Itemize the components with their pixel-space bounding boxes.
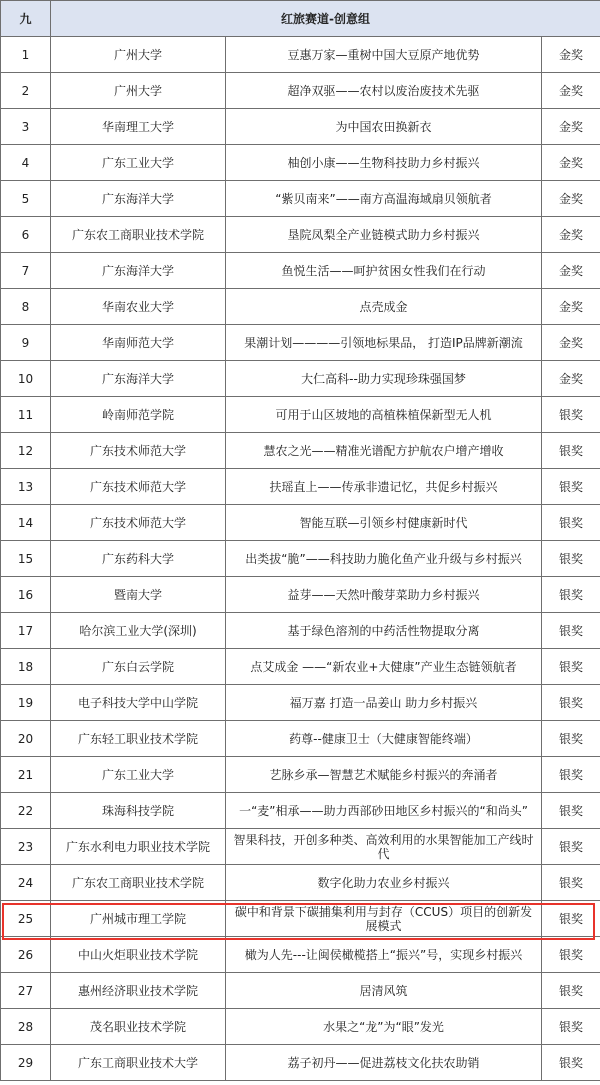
header-corner: 九: [1, 1, 51, 37]
table-header-row: [1, 1, 600, 37]
row-number: 16: [1, 577, 51, 613]
row-number: 24: [1, 865, 51, 901]
project-name: 水果之“龙”为“眼”发光: [226, 1009, 542, 1045]
row-number: 26: [1, 937, 51, 973]
school-name: 华南理工大学: [51, 109, 226, 145]
award-level: 金奖: [542, 325, 600, 361]
table-row: [1, 721, 600, 757]
table-row: [1, 829, 600, 865]
school-name: 广东工商职业技术大学: [51, 1045, 226, 1081]
table-row: [1, 865, 600, 901]
row-number: 28: [1, 1009, 51, 1045]
row-number: 21: [1, 757, 51, 793]
award-level: 银奖: [542, 757, 600, 793]
project-name: 可用于山区坡地的高植株植保新型无人机: [226, 397, 542, 433]
project-name: 药尊--健康卫士（大健康智能终端）: [226, 721, 542, 757]
project-name: 艺脉乡承—智慧艺术赋能乡村振兴的奔涌者: [226, 757, 542, 793]
award-level: 金奖: [542, 181, 600, 217]
school-name: 广东海洋大学: [51, 181, 226, 217]
school-name: 广州大学: [51, 73, 226, 109]
row-number: 25: [1, 901, 51, 937]
table-row: [1, 217, 600, 253]
table-row: [1, 1009, 600, 1045]
project-name: 鱼悦生活——呵护贫困女性我们在行动: [226, 253, 542, 289]
row-number: 14: [1, 505, 51, 541]
project-name: 果潮计划————引领地标果品， 打造IP品牌新潮流: [226, 325, 542, 361]
school-name: 茂名职业技术学院: [51, 1009, 226, 1045]
table-row: [1, 505, 600, 541]
school-name: 广东轻工职业技术学院: [51, 721, 226, 757]
school-name: 华南农业大学: [51, 289, 226, 325]
table-row: [1, 73, 600, 109]
school-name: 广东水利电力职业技术学院: [51, 829, 226, 865]
row-number: 8: [1, 289, 51, 325]
school-name: 电子科技大学中山学院: [51, 685, 226, 721]
table-row: [1, 1045, 600, 1081]
row-number: 12: [1, 433, 51, 469]
award-level: 银奖: [542, 433, 600, 469]
school-name: 广东技术师范大学: [51, 433, 226, 469]
award-level: 银奖: [542, 541, 600, 577]
project-name: 柚创小康——生物科技助力乡村振兴: [226, 145, 542, 181]
award-level: 银奖: [542, 685, 600, 721]
school-name: 暨南大学: [51, 577, 226, 613]
award-level: 银奖: [542, 469, 600, 505]
project-name: 点壳成金: [226, 289, 542, 325]
row-number: 10: [1, 361, 51, 397]
project-name: 智能互联—引领乡村健康新时代: [226, 505, 542, 541]
table-row: [1, 109, 600, 145]
award-level: 金奖: [542, 109, 600, 145]
row-number: 17: [1, 613, 51, 649]
table-row: [1, 37, 600, 73]
table-row: [1, 649, 600, 685]
row-number: 19: [1, 685, 51, 721]
school-name: 广东农工商职业技术学院: [51, 865, 226, 901]
row-number: 2: [1, 73, 51, 109]
row-number: 7: [1, 253, 51, 289]
award-level: 银奖: [542, 793, 600, 829]
award-level: 银奖: [542, 1009, 600, 1045]
award-level: 银奖: [542, 829, 600, 865]
table-row: [1, 973, 600, 1009]
project-name: 豆惠万家—重树中国大豆原产地优势: [226, 37, 542, 73]
award-level: 银奖: [542, 937, 600, 973]
row-number: 15: [1, 541, 51, 577]
project-name: 碳中和背景下碳捕集利用与封存（CCUS）项目的创新发展模式: [226, 901, 542, 937]
award-level: 银奖: [542, 865, 600, 901]
school-name: 广东白云学院: [51, 649, 226, 685]
project-name: 智果科技，开创多种类、高效利用的水果智能加工产线时代: [226, 829, 542, 865]
school-name: 中山火炬职业技术学院: [51, 937, 226, 973]
project-name: 慧农之光——精准光谱配方护航农户增产增收: [226, 433, 542, 469]
row-number: 18: [1, 649, 51, 685]
table-row: [1, 937, 600, 973]
award-level: 金奖: [542, 217, 600, 253]
row-number: 3: [1, 109, 51, 145]
school-name: 岭南师范学院: [51, 397, 226, 433]
school-name: 华南师范大学: [51, 325, 226, 361]
table-row: [1, 577, 600, 613]
table-row: [1, 613, 600, 649]
award-level: 金奖: [542, 361, 600, 397]
table-row: [1, 289, 600, 325]
award-level: 银奖: [542, 973, 600, 1009]
school-name: 哈尔滨工业大学(深圳): [51, 613, 226, 649]
award-level: 金奖: [542, 37, 600, 73]
row-number: 23: [1, 829, 51, 865]
row-number: 6: [1, 217, 51, 253]
project-name: 扶瑶直上——传承非遗记忆，共促乡村振兴: [226, 469, 542, 505]
award-level: 银奖: [542, 649, 600, 685]
row-number: 4: [1, 145, 51, 181]
project-name: 垦院凤梨全产业链模式助力乡村振兴: [226, 217, 542, 253]
school-name: 惠州经济职业技术学院: [51, 973, 226, 1009]
table-row: [1, 325, 600, 361]
row-number: 5: [1, 181, 51, 217]
row-number: 22: [1, 793, 51, 829]
table-title: 红旅赛道-创意组: [51, 1, 600, 37]
award-level: 银奖: [542, 901, 600, 937]
row-number: 20: [1, 721, 51, 757]
project-name: 一“麦”相承——助力西部砂田地区乡村振兴的“和尚头”: [226, 793, 542, 829]
project-name: 基于绿色溶剂的中药活性物提取分离: [226, 613, 542, 649]
award-level: 银奖: [542, 1045, 600, 1081]
school-name: 广州城市理工学院: [51, 901, 226, 937]
table-row: [1, 541, 600, 577]
table-row: [1, 685, 600, 721]
award-level: 金奖: [542, 145, 600, 181]
award-level: 银奖: [542, 613, 600, 649]
row-number: 9: [1, 325, 51, 361]
school-name: 广东海洋大学: [51, 253, 226, 289]
award-level: 银奖: [542, 721, 600, 757]
award-level: 金奖: [542, 253, 600, 289]
award-level: 银奖: [542, 505, 600, 541]
project-name: 出类拔“脆”——科技助力脆化鱼产业升级与乡村振兴: [226, 541, 542, 577]
project-name: 超净双驱——农村以废治废技术先驱: [226, 73, 542, 109]
table-row: [1, 361, 600, 397]
table-row: [1, 793, 600, 829]
project-name: 荔子初丹——促进荔枝文化扶农助销: [226, 1045, 542, 1081]
school-name: 广东工业大学: [51, 757, 226, 793]
project-name: 为中国农田换新衣: [226, 109, 542, 145]
row-number: 29: [1, 1045, 51, 1081]
award-level: 银奖: [542, 397, 600, 433]
project-name: 大仁高科--助力实现珍珠强国梦: [226, 361, 542, 397]
award-level: 金奖: [542, 289, 600, 325]
project-name: 数字化助力农业乡村振兴: [226, 865, 542, 901]
project-name: 福万嘉 打造一品姜山 助力乡村振兴: [226, 685, 542, 721]
row-number: 11: [1, 397, 51, 433]
school-name: 珠海科技学院: [51, 793, 226, 829]
project-name: “紫贝南来”——南方高温海域扇贝领航者: [226, 181, 542, 217]
row-number: 1: [1, 37, 51, 73]
table-row: [1, 181, 600, 217]
table-row: [1, 145, 600, 181]
school-name: 广东海洋大学: [51, 361, 226, 397]
school-name: 广东农工商职业技术学院: [51, 217, 226, 253]
table-row: [1, 253, 600, 289]
award-level: 金奖: [542, 73, 600, 109]
table-row: [1, 469, 600, 505]
project-name: 橄为人先---让闽侯橄榄搭上“振兴”号，实现乡村振兴: [226, 937, 542, 973]
table-row: [1, 757, 600, 793]
project-name: 居清风筑: [226, 973, 542, 1009]
school-name: 广东工业大学: [51, 145, 226, 181]
project-name: 点艾成金 ——“新农业+大健康”产业生态链领航者: [226, 649, 542, 685]
row-number: 13: [1, 469, 51, 505]
table-body: [1, 37, 600, 1081]
school-name: 广州大学: [51, 37, 226, 73]
school-name: 广东技术师范大学: [51, 505, 226, 541]
table-row: [1, 433, 600, 469]
row-number: 27: [1, 973, 51, 1009]
project-name: 益芽——天然叶酸芽菜助力乡村振兴: [226, 577, 542, 613]
school-name: 广东药科大学: [51, 541, 226, 577]
award-level: 银奖: [542, 577, 600, 613]
school-name: 广东技术师范大学: [51, 469, 226, 505]
table-row: [1, 397, 600, 433]
table-row: [1, 901, 600, 937]
